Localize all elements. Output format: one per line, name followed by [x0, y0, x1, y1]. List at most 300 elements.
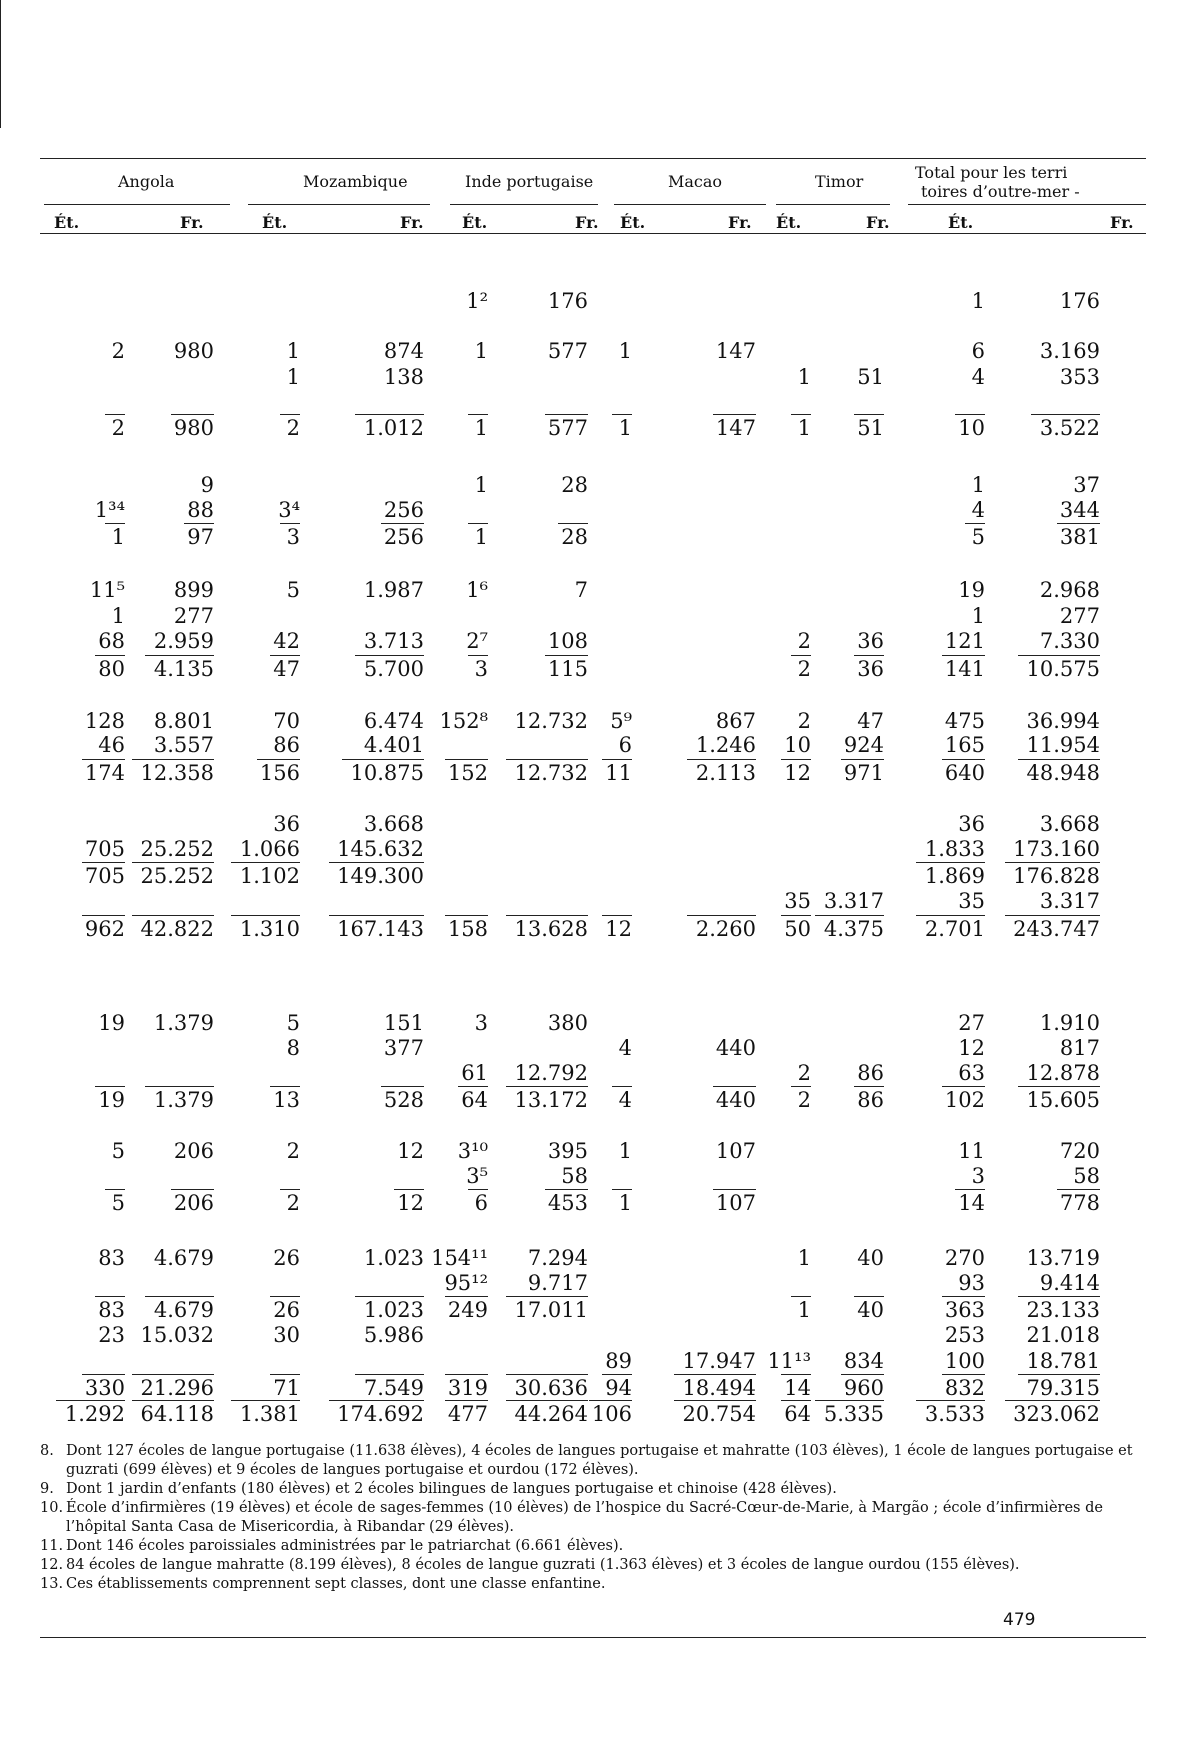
group-rule [450, 204, 598, 205]
table-cell: 5.700 [355, 655, 424, 682]
table-cell: 121 [944, 629, 985, 653]
table-cell: 1.987 [363, 578, 424, 602]
table-cell: 4.679 [153, 1246, 214, 1270]
table-cell: 1 [468, 414, 488, 441]
col-macao: Macao [668, 172, 723, 191]
table-cell: 2.113 [687, 759, 756, 786]
table-cell: 12 [602, 915, 632, 942]
subheader-cell: Fr. [180, 213, 204, 232]
table-cell: 40 [857, 1246, 884, 1270]
table-cell: 147 [713, 414, 756, 441]
table-cell: 1.102 [231, 862, 300, 889]
table-cell: 14 [781, 1374, 811, 1401]
table-cell: 86 [273, 733, 300, 757]
table-cell: 21.018 [1026, 1323, 1100, 1347]
table-cell: 12.732 [506, 759, 588, 786]
table-cell: 270 [944, 1246, 985, 1270]
table-cell: 167.143 [329, 915, 424, 942]
table-cell: 2.260 [687, 915, 756, 942]
table-cell: 4 [612, 1086, 632, 1113]
table-cell: 2⁷ [466, 629, 488, 653]
table-cell: 1.023 [355, 1296, 424, 1323]
table-cell: 36 [273, 812, 300, 836]
table-cell: 48.948 [1018, 759, 1100, 786]
table-cell: 5 [965, 523, 985, 550]
table-cell: 36.994 [1026, 709, 1100, 733]
table-cell: 9.717 [527, 1271, 588, 1295]
table-cell: 11⁵ [89, 578, 125, 602]
table-cell: 11 [602, 759, 632, 786]
table-cell: 83 [98, 1246, 125, 1270]
table-cell: 11.954 [1026, 733, 1100, 757]
table-cell: 149.300 [329, 862, 424, 889]
table-cell: 2.701 [916, 915, 985, 942]
table-cell: 377 [383, 1036, 424, 1060]
table-cell: 1.910 [1039, 1011, 1100, 1035]
table-cell: 89 [605, 1349, 632, 1373]
table-cell: 256 [383, 498, 424, 522]
table-cell: 1.292 [56, 1400, 125, 1427]
table-cell: 1 [797, 365, 811, 389]
footnotes [40, 1442, 1146, 1594]
table-cell: 4.375 [815, 915, 884, 942]
footnote-key: 12. [40, 1557, 64, 1573]
table-cell: 206 [171, 1189, 214, 1216]
table-cell: 1 [971, 473, 985, 497]
table-cell: 577 [545, 414, 588, 441]
col-inde-portugaise: Inde portugaise [465, 172, 594, 191]
table-cell: 253 [944, 1323, 985, 1347]
table-cell: 36 [854, 655, 884, 682]
table-cell: 95¹² [444, 1271, 488, 1295]
table-cell: 80 [95, 655, 125, 682]
table-cell: 26 [273, 1246, 300, 1270]
table-cell: 11¹³ [767, 1349, 811, 1373]
table-cell: 15.605 [1018, 1086, 1100, 1113]
table-cell: 3 [280, 523, 300, 550]
table-cell: 4.401 [363, 733, 424, 757]
table-cell: 1.066 [239, 837, 300, 861]
table-cell: 30.636 [506, 1374, 588, 1401]
table-cell: 206 [173, 1139, 214, 1163]
table-cell: 1.379 [153, 1011, 214, 1035]
table-cell: 2 [791, 655, 811, 682]
table-cell: 20.754 [674, 1400, 756, 1427]
table-cell: 86 [854, 1086, 884, 1113]
table-cell: 6.474 [363, 709, 424, 733]
table-cell: 960 [841, 1374, 884, 1401]
table-cell: 3⁵ [466, 1164, 488, 1188]
table-cell: 5.986 [363, 1323, 424, 1347]
subheader-cell: Ét. [262, 213, 288, 232]
table-cell: 12 [394, 1189, 424, 1216]
table-cell: 25.252 [132, 862, 214, 889]
table-cell: 12 [397, 1139, 424, 1163]
table-cell: 145.632 [337, 837, 424, 861]
table-cell: 36 [857, 629, 884, 653]
col-mozambique: Mozambique [303, 172, 408, 191]
table-cell: 68 [98, 629, 125, 653]
table-cell: 8 [286, 1036, 300, 1060]
table-cell: 353 [1059, 365, 1100, 389]
table-cell: 440 [713, 1086, 756, 1113]
table-cell: 51 [857, 365, 884, 389]
table-cell: 35 [784, 889, 811, 913]
table-cell: 7.549 [355, 1374, 424, 1401]
table-cell: 64 [781, 1400, 811, 1427]
table-cell: 7.294 [527, 1246, 588, 1270]
table-cell: 35 [958, 889, 985, 913]
table-cell: 147 [715, 339, 756, 363]
table-cell: 3.533 [916, 1400, 985, 1427]
table-cell: 3.668 [363, 812, 424, 836]
table-cell: 1 [618, 339, 632, 363]
footnote-key: 13. [40, 1576, 64, 1592]
table-cell: 19 [98, 1011, 125, 1035]
table-cell: 13.719 [1026, 1246, 1100, 1270]
table-cell: 867 [715, 709, 756, 733]
table-cell: 70 [273, 709, 300, 733]
table-cell: 12.732 [514, 709, 588, 733]
table-cell: 18.781 [1026, 1349, 1100, 1373]
table-cell: 71 [270, 1374, 300, 1401]
table-cell: 3 [468, 655, 488, 682]
table-cell: 1.381 [231, 1400, 300, 1427]
table-cell: 2 [797, 1061, 811, 1085]
footnote-key: 11. [40, 1538, 64, 1554]
table-cell: 37 [1073, 473, 1100, 497]
footnote [40, 1442, 1146, 1480]
footnote-text: 84 écoles de langue mahratte (8.199 élèves), 8 écoles de langue guzrati (1.363 élèves) et 3 écoles de langue ourdou (155 élèves). [66, 1557, 1020, 1573]
footnote-text: Dont 1 jardin d’enfants (180 élèves) et 2 écoles bilingues de langues portugaise et chinoise (428 élèves). [66, 1481, 837, 1497]
table-cell: 1 [286, 365, 300, 389]
table-cell: 27 [958, 1011, 985, 1035]
table-cell: 453 [545, 1189, 588, 1216]
col-total-line2: toires d’outre-mer - [921, 182, 1080, 201]
footnote [40, 1480, 1146, 1499]
table-cell: 58 [1073, 1164, 1100, 1188]
table-cell: 152⁸ [439, 709, 488, 733]
table-cell: 528 [381, 1086, 424, 1113]
table-cell: 18.494 [674, 1374, 756, 1401]
table-cell: 30 [273, 1323, 300, 1347]
group-rule [908, 204, 1146, 205]
table-cell: 107 [713, 1189, 756, 1216]
table-cell: 93 [958, 1271, 985, 1295]
subheader-cell: Fr. [575, 213, 599, 232]
subheader-cell: Ét. [620, 213, 646, 232]
table-cell: 1 [791, 1296, 811, 1323]
table-cell: 395 [547, 1139, 588, 1163]
table-cell: 5⁹ [610, 709, 632, 733]
table-cell: 2 [280, 414, 300, 441]
table-cell: 1 [797, 1246, 811, 1270]
table-cell: 5 [111, 1139, 125, 1163]
footnote-text: Dont 127 écoles de langue portugaise (11.638 élèves), 4 écoles de langues portugaise et mahratte (103 élèves), 1 école de langues portugaise et guzrati (699 élèves) et 9 écoles de langues portugaise et ourdou (172 élèves). [66, 1443, 1133, 1478]
subheader-cell: Ét. [948, 213, 974, 232]
table-cell: 2 [280, 1189, 300, 1216]
table-cell: 3.317 [1039, 889, 1100, 913]
table-cell: 2 [286, 1139, 300, 1163]
group-rule [44, 204, 230, 205]
group-rule [614, 204, 766, 205]
subheader-cell: Fr. [728, 213, 752, 232]
table-cell: 243.747 [1005, 915, 1100, 942]
footnote-key: 8. [40, 1443, 54, 1459]
table-cell: 107 [715, 1139, 756, 1163]
table-cell: 1 [474, 473, 488, 497]
table-cell: 19 [95, 1086, 125, 1113]
table-cell: 2 [797, 709, 811, 733]
table-cell: 2.968 [1039, 578, 1100, 602]
table-cell: 2 [111, 339, 125, 363]
table-cell: 3.668 [1039, 812, 1100, 836]
table-cell: 8.801 [153, 709, 214, 733]
table-cell: 173.160 [1013, 837, 1100, 861]
table-cell: 46 [98, 733, 125, 757]
footnote [40, 1537, 1146, 1556]
table-cell: 1³⁴ [94, 498, 125, 522]
table-cell: 26 [270, 1296, 300, 1323]
table-cell: 42 [273, 629, 300, 653]
table-cell: 21.296 [132, 1374, 214, 1401]
table-cell: 156 [257, 759, 300, 786]
table-cell: 2.959 [153, 629, 214, 653]
table-cell: 23 [98, 1323, 125, 1347]
table-cell: 25.252 [140, 837, 214, 861]
table-cell: 381 [1057, 523, 1100, 550]
table-cell: 440 [715, 1036, 756, 1060]
table-cell: 44.264 [506, 1400, 588, 1427]
table-cell: 58 [561, 1164, 588, 1188]
table-cell: 1.012 [355, 414, 424, 441]
table-cell: 9.414 [1039, 1271, 1100, 1295]
table-cell: 63 [958, 1061, 985, 1085]
table-cell: 86 [857, 1061, 884, 1085]
table-cell: 165 [944, 733, 985, 757]
table-cell: 4 [971, 365, 985, 389]
table-cell: 106 [589, 1400, 632, 1427]
table-cell: 1⁶ [466, 578, 488, 602]
table-cell: 174 [82, 759, 125, 786]
table-cell: 7.330 [1039, 629, 1100, 653]
table-cell: 128 [84, 709, 125, 733]
table-cell: 152 [445, 759, 488, 786]
bottom-rule [40, 1637, 1146, 1638]
table-cell: 64.118 [132, 1400, 214, 1427]
table-cell: 380 [547, 1011, 588, 1035]
table-cell: 705 [82, 862, 125, 889]
table-cell: 330 [82, 1374, 125, 1401]
table-cell: 720 [1059, 1139, 1100, 1163]
subheader-cell: Fr. [866, 213, 890, 232]
table-cell: 141 [942, 655, 985, 682]
subheader-cell: Ét. [462, 213, 488, 232]
table-cell: 3.557 [153, 733, 214, 757]
table-cell: 79.315 [1018, 1374, 1100, 1401]
table-cell: 971 [841, 759, 884, 786]
table-cell: 1 [971, 604, 985, 628]
table-cell: 1 [111, 604, 125, 628]
table-cell: 3⁴ [278, 498, 300, 522]
table-cell: 1² [466, 289, 488, 313]
table-cell: 277 [173, 604, 214, 628]
footnote [40, 1499, 1146, 1537]
table-cell: 5 [105, 1189, 125, 1216]
left-margin-line [0, 0, 1, 128]
table-cell: 344 [1059, 498, 1100, 522]
table-cell: 36 [958, 812, 985, 836]
table-cell: 3 [474, 1011, 488, 1035]
table-cell: 10 [955, 414, 985, 441]
table-cell: 17.011 [506, 1296, 588, 1323]
table-cell: 3.317 [823, 889, 884, 913]
col-timor: Timor [815, 172, 864, 191]
table-cell: 3.169 [1039, 339, 1100, 363]
table-cell: 1.869 [916, 862, 985, 889]
table-cell: 256 [381, 523, 424, 550]
table-cell: 1 [286, 339, 300, 363]
table-cell: 11 [958, 1139, 985, 1163]
table-cell: 108 [547, 629, 588, 653]
table-cell: 705 [84, 837, 125, 861]
table-cell: 1 [791, 414, 811, 441]
table-cell: 13.628 [506, 915, 588, 942]
table-cell: 64 [458, 1086, 488, 1113]
table-cell: 12 [958, 1036, 985, 1060]
table-cell: 980 [173, 339, 214, 363]
table-cell: 9 [200, 473, 214, 497]
table-cell: 40 [854, 1296, 884, 1323]
table-cell: 4.135 [145, 655, 214, 682]
table-cell: 778 [1057, 1189, 1100, 1216]
header-bottom-rule [40, 233, 1146, 234]
table-cell: 100 [944, 1349, 985, 1373]
page-number: 479 [1003, 1610, 1036, 1630]
table-cell: 2 [791, 1086, 811, 1113]
table-cell: 475 [944, 709, 985, 733]
table-cell: 12.878 [1026, 1061, 1100, 1085]
table-cell: 5 [286, 1011, 300, 1035]
footnote [40, 1575, 1146, 1594]
table-cell: 88 [187, 498, 214, 522]
table-cell: 1 [612, 1189, 632, 1216]
table-cell: 924 [843, 733, 884, 757]
table-cell: 3¹⁰ [457, 1139, 488, 1163]
table-cell: 277 [1059, 604, 1100, 628]
table-cell: 319 [445, 1374, 488, 1401]
table-cell: 10 [784, 733, 811, 757]
footnote-key: 10. [40, 1500, 64, 1516]
table-cell: 5.335 [815, 1400, 884, 1427]
table-cell: 10.575 [1018, 655, 1100, 682]
subheader-cell: Ét. [54, 213, 80, 232]
table-cell: 1 [474, 339, 488, 363]
table-cell: 176 [1059, 289, 1100, 313]
table-cell: 102 [942, 1086, 985, 1113]
table-cell: 12 [781, 759, 811, 786]
table-cell: 1.023 [363, 1246, 424, 1270]
table-cell: 249 [445, 1296, 488, 1323]
subheader-cell: Fr. [400, 213, 424, 232]
table-cell: 3.522 [1031, 414, 1100, 441]
table-cell: 6 [468, 1189, 488, 1216]
footnote-key: 9. [40, 1481, 54, 1497]
table-cell: 12.358 [132, 759, 214, 786]
table-cell: 577 [547, 339, 588, 363]
table-cell: 23.133 [1018, 1296, 1100, 1323]
table-cell: 51 [854, 414, 884, 441]
table-cell: 1 [105, 523, 125, 550]
table-cell: 28 [561, 473, 588, 497]
table-cell: 1.379 [145, 1086, 214, 1113]
table-cell: 7 [574, 578, 588, 602]
table-cell: 1 [612, 414, 632, 441]
table-cell: 174.692 [329, 1400, 424, 1427]
col-angola: Angola [118, 172, 175, 191]
table-cell: 4 [971, 498, 985, 522]
table-cell: 17.947 [682, 1349, 756, 1373]
table-cell: 477 [445, 1400, 488, 1427]
table-cell: 832 [942, 1374, 985, 1401]
table-cell: 176.828 [1005, 862, 1100, 889]
footnote-text: Dont 146 écoles paroissiales administrées par le patriarchat (6.661 élèves). [66, 1538, 624, 1554]
col-total-line1: Total pour les terri [915, 163, 1068, 182]
table-cell: 154¹¹ [431, 1246, 488, 1270]
table-cell: 4 [618, 1036, 632, 1060]
subheader-cell: Ét. [776, 213, 802, 232]
table-cell: 15.032 [140, 1323, 214, 1347]
table-cell: 6 [618, 733, 632, 757]
table-cell: 47 [270, 655, 300, 682]
table-cell: 817 [1059, 1036, 1100, 1060]
table-cell: 6 [971, 339, 985, 363]
table-cell: 13.172 [506, 1086, 588, 1113]
footnote-text: École d’infirmières (19 élèves) et école de sages-femmes (10 élèves) de l’hospice du Sacré-Cœur-de-Marie, à Margão ; école d’infirmières de l’hôpital Santa Casa de Misericordia, à Ribandar (29 élèves). [66, 1500, 1103, 1535]
table-cell: 874 [383, 339, 424, 363]
table-cell: 323.062 [1005, 1400, 1100, 1427]
table-cell: 83 [95, 1296, 125, 1323]
table-cell: 1.246 [695, 733, 756, 757]
table-cell: 176 [547, 289, 588, 313]
table-cell: 97 [184, 523, 214, 550]
table-cell: 834 [843, 1349, 884, 1373]
group-rule [248, 204, 430, 205]
table-cell: 1.833 [924, 837, 985, 861]
table-cell: 640 [942, 759, 985, 786]
table-cell: 12.792 [514, 1061, 588, 1085]
table-cell: 1.310 [231, 915, 300, 942]
table-cell: 1 [971, 289, 985, 313]
table-cell: 158 [445, 915, 488, 942]
table-cell: 3 [971, 1164, 985, 1188]
table-cell: 94 [602, 1374, 632, 1401]
footnote-text: Ces établissements comprennent sept classes, dont une classe enfantine. [66, 1576, 606, 1592]
table-cell: 5 [286, 578, 300, 602]
header-top-rule [40, 158, 1146, 159]
table-cell: 2 [105, 414, 125, 441]
table-cell: 47 [857, 709, 884, 733]
table-cell: 10.875 [342, 759, 424, 786]
table-cell: 151 [383, 1011, 424, 1035]
table-cell: 50 [781, 915, 811, 942]
table-cell: 899 [173, 578, 214, 602]
group-rule [776, 204, 890, 205]
table-cell: 1 [618, 1139, 632, 1163]
table-cell: 42.822 [132, 915, 214, 942]
table-cell: 3.713 [363, 629, 424, 653]
table-cell: 1 [468, 523, 488, 550]
